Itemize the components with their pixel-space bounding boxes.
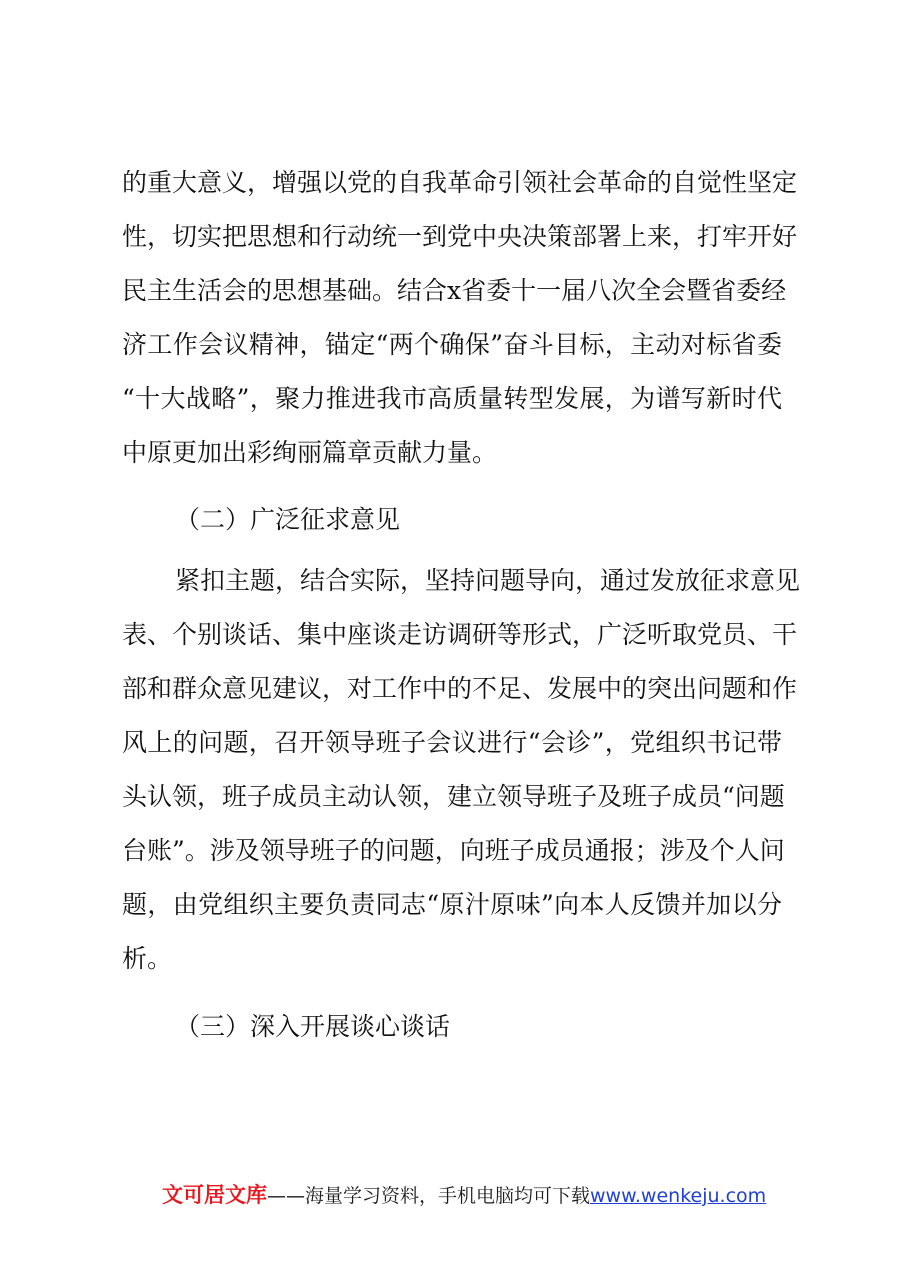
paragraph2-line-4: 风上的问题，召开领导班子会议进行“会诊”，党组织书记带 <box>122 728 782 757</box>
paragraph2-line-1: 紧扣主题，结合实际，坚持问题导向，通过发放征求意见 <box>175 566 801 595</box>
paragraph2-line-3: 部和群众意见建议，对工作中的不足、发展中的突出问题和作 <box>122 674 798 703</box>
paragraph2-line-7: 题，由党组织主要负责同志“原汁原味”向本人反馈并加以分 <box>122 890 782 919</box>
footer-banner <box>162 1182 766 1209</box>
paragraph1-line-5: “十大战略”，聚力推进我市高质量转型发展，为谱写新时代 <box>122 384 782 413</box>
section-heading-2: （二）广泛征求意见 <box>175 505 401 534</box>
paragraph1-line-1: 的重大意义，增强以党的自我革命引领社会革命的自觉性坚定 <box>122 168 798 197</box>
footer-site-link[interactable]: www.wenkeju.com <box>590 1185 767 1207</box>
paragraph1-line-3: 民主生活会的思想基础。结合x省委十一届八次全会暨省委经 <box>122 276 787 305</box>
footer-tagline: ——海量学习资料，手机电脑均可下载 <box>267 1185 591 1207</box>
footer-brand: 文可居文库 <box>162 1183 267 1207</box>
paragraph2-line-5: 头认领，班子成员主动认领，建立领导班子及班子成员“问题 <box>122 782 785 811</box>
section-heading-3: （三）深入开展谈心谈话 <box>175 1012 451 1041</box>
paragraph2-line-6: 台账”。涉及领导班子的问题，向班子成员通报；涉及个人问 <box>122 836 785 865</box>
paragraph1-line-4: 济工作会议精神，锚定“两个确保”奋斗目标，主动对标省委 <box>122 330 782 359</box>
paragraph1-line-6: 中原更加出彩绚丽篇章贡献力量。 <box>122 438 498 467</box>
paragraph1-line-2: 性，切实把思想和行动统一到党中央决策部署上来，打牢开好 <box>122 222 798 251</box>
paragraph2-line-8: 析。 <box>122 944 173 973</box>
paragraph2-line-2: 表、个别谈话、集中座谈走访调研等形式，广泛听取党员、干 <box>122 620 798 649</box>
